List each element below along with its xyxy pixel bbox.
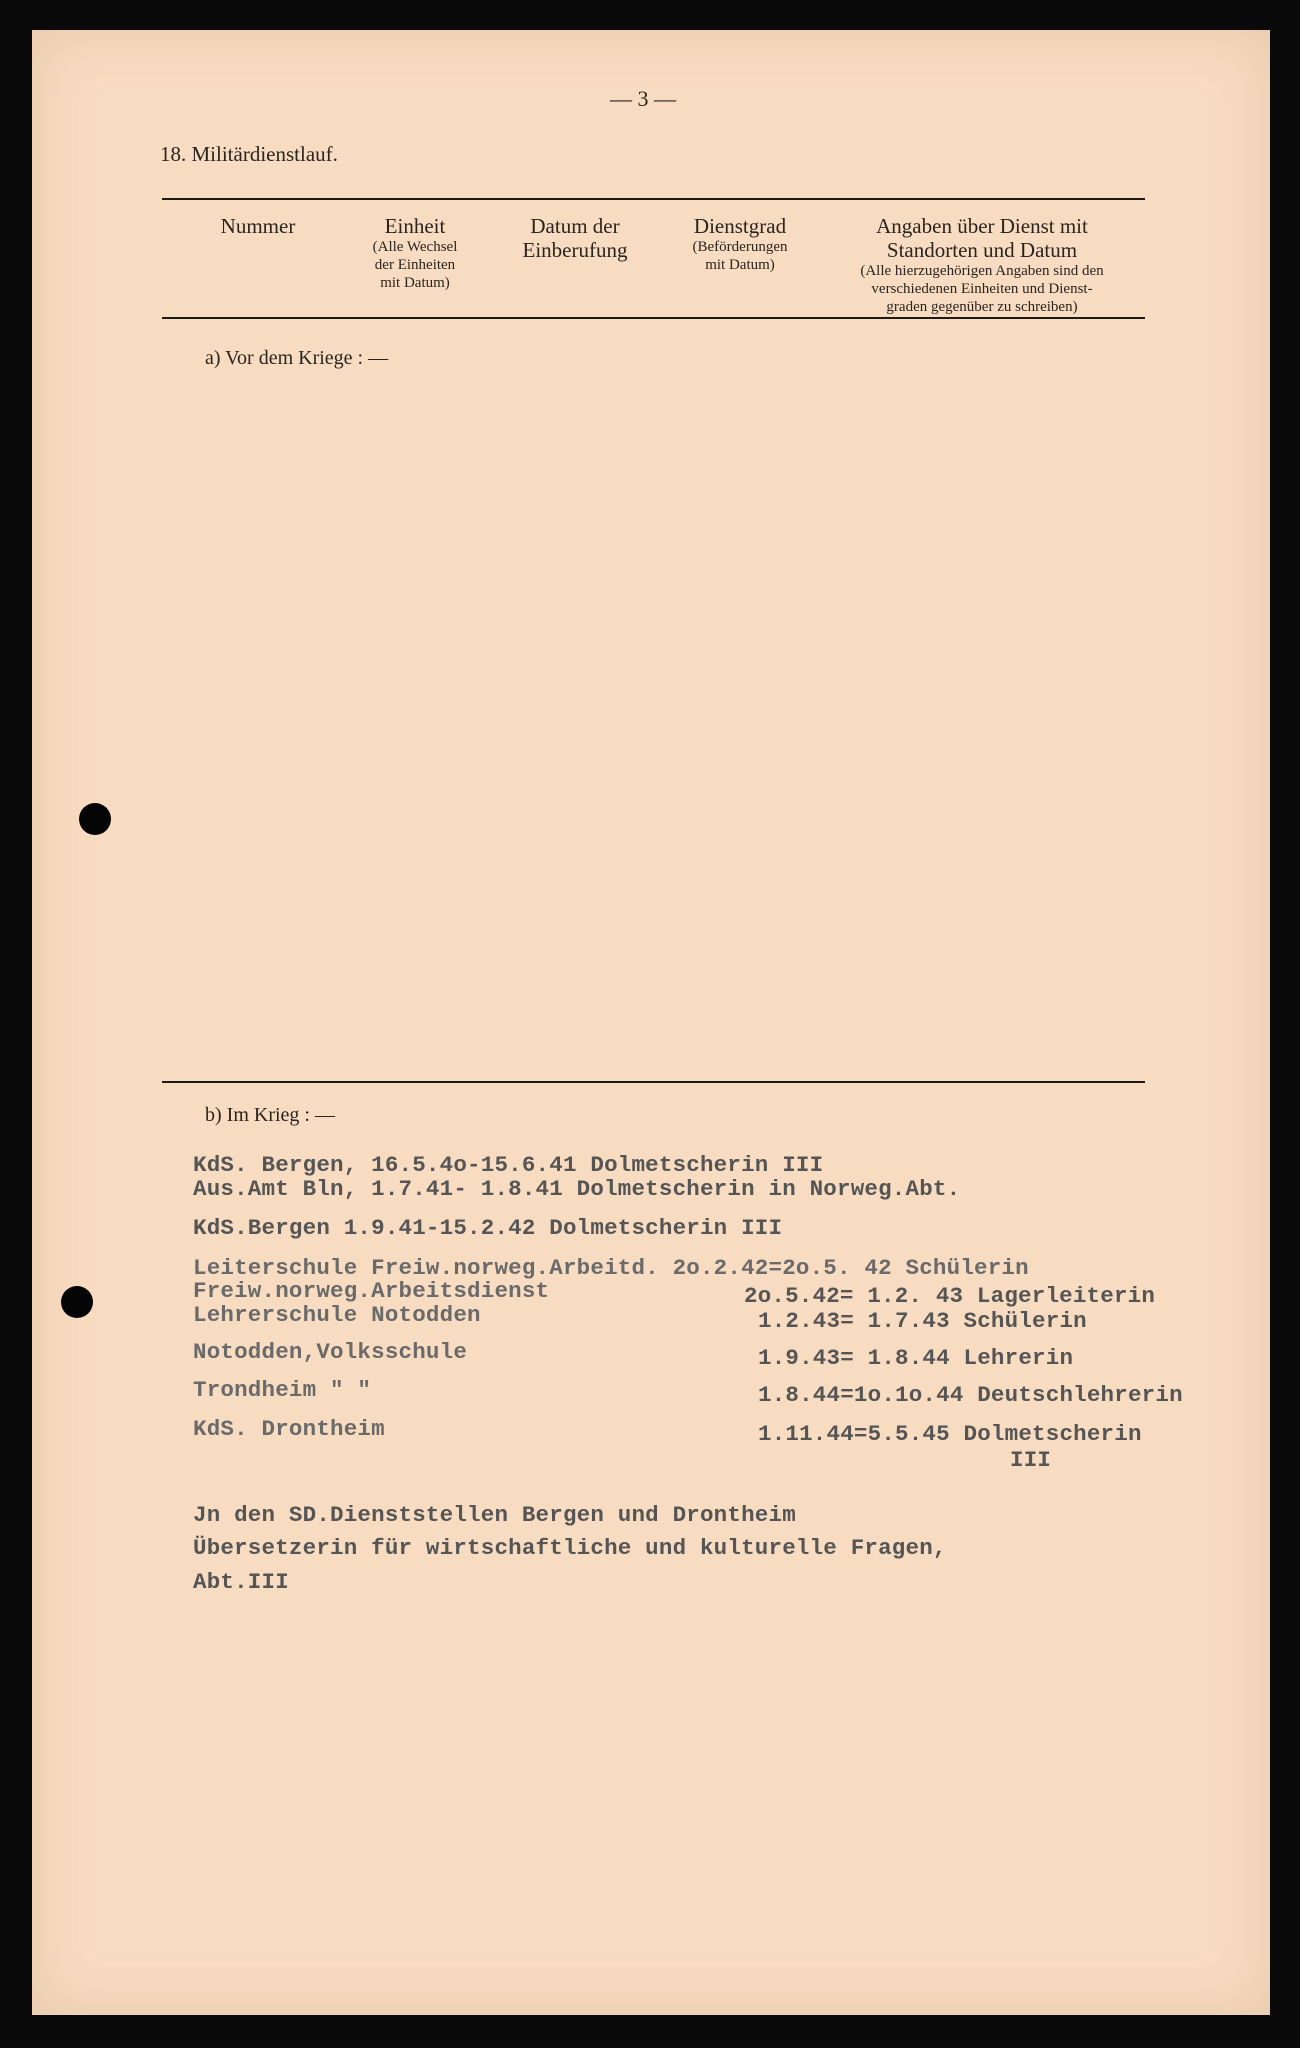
angaben-note-1: (Alle hierzugehörigen Angaben sind den xyxy=(860,263,1104,279)
section-a-label: a) Vor dem Kriege : — xyxy=(205,347,389,369)
einheit-note-3: mit Datum) xyxy=(380,275,450,291)
section-b-label: b) Im Krieg : — xyxy=(205,1104,335,1126)
datum-label-1: Datum der xyxy=(530,214,620,238)
entry-line-9-unit: KdS. Drontheim xyxy=(193,1416,385,1442)
note-line-3: Abt.III xyxy=(193,1569,289,1595)
entry-line-5-detail: 2o.5.42= 1.2. 43 Lagerleiterin xyxy=(744,1283,1156,1309)
entry-line-8-unit: Trondheim " " xyxy=(193,1377,372,1403)
dienstgrad-label: Dienstgrad xyxy=(693,214,787,238)
einheit-note-1: (Alle Wechsel xyxy=(372,239,458,255)
entry-line-9-detail: 1.11.44=5.5.45 Dolmetscherin xyxy=(758,1421,1142,1447)
column-header-angaben xyxy=(812,214,1152,316)
column-header-nummer: Nummer xyxy=(220,214,296,238)
angaben-note-2: verschiedenen Einheiten und Dienst- xyxy=(871,281,1093,297)
angaben-label-1: Angaben über Dienst mit xyxy=(876,214,1088,238)
punch-hole-bottom xyxy=(61,1286,93,1318)
entry-line-6-unit: Lehrerschule Notodden xyxy=(193,1302,481,1328)
dienstgrad-note-1: (Beförderungen xyxy=(692,239,788,255)
note-line-2: Übersetzerin für wirtschaftliche und kulturelle Fragen, xyxy=(193,1535,947,1561)
angaben-note-3: graden gegenüber zu schreiben) xyxy=(886,299,1078,315)
header-top-rule xyxy=(162,198,1145,200)
einheit-label: Einheit xyxy=(384,214,446,238)
angaben-label-2: Standorten und Datum xyxy=(886,238,1078,262)
document-page xyxy=(32,30,1270,2015)
column-header-dienstgrad xyxy=(665,214,815,274)
einheit-note-2: der Einheiten xyxy=(374,257,456,273)
entry-line-7-unit: Notodden,Volksschule xyxy=(193,1339,468,1365)
entry-line-1: KdS. Bergen, 16.5.4o-15.6.41 Dolmetscherin III xyxy=(193,1152,824,1178)
page-number: — 3 — xyxy=(610,86,676,111)
column-header-einheit xyxy=(335,214,495,292)
header-bottom-rule xyxy=(162,317,1145,319)
column-header-datum xyxy=(500,214,650,262)
punch-hole-top xyxy=(79,803,111,835)
entry-line-9-continuation: III xyxy=(1010,1447,1052,1473)
entry-line-4: Leiterschule Freiw.norweg.Arbeitd. 2o.2.42=2o.5. 42 Schülerin xyxy=(193,1255,1029,1281)
entry-line-6-detail: 1.2.43= 1.7.43 Schülerin xyxy=(758,1308,1087,1334)
note-line-1: Jn den SD.Dienststellen Bergen und Drontheim xyxy=(193,1502,796,1528)
entry-line-3: KdS.Bergen 1.9.41-15.2.42 Dolmetscherin III xyxy=(193,1215,783,1241)
section-title: 18. Militärdienstlauf. xyxy=(160,142,338,166)
entry-line-8-detail: 1.8.44=1o.1o.44 Deutschlehrerin xyxy=(758,1382,1183,1408)
datum-label-2: Einberufung xyxy=(522,238,628,262)
dienstgrad-note-2: mit Datum) xyxy=(705,257,775,273)
entry-line-2: Aus.Amt Bln, 1.7.41- 1.8.41 Dolmetscherin in Norweg.Abt. xyxy=(193,1176,961,1202)
entry-line-7-detail: 1.9.43= 1.8.44 Lehrerin xyxy=(758,1345,1074,1371)
section-divider-rule xyxy=(162,1081,1145,1083)
entry-line-5-unit: Freiw.norweg.Arbeitsdienst xyxy=(193,1278,550,1304)
